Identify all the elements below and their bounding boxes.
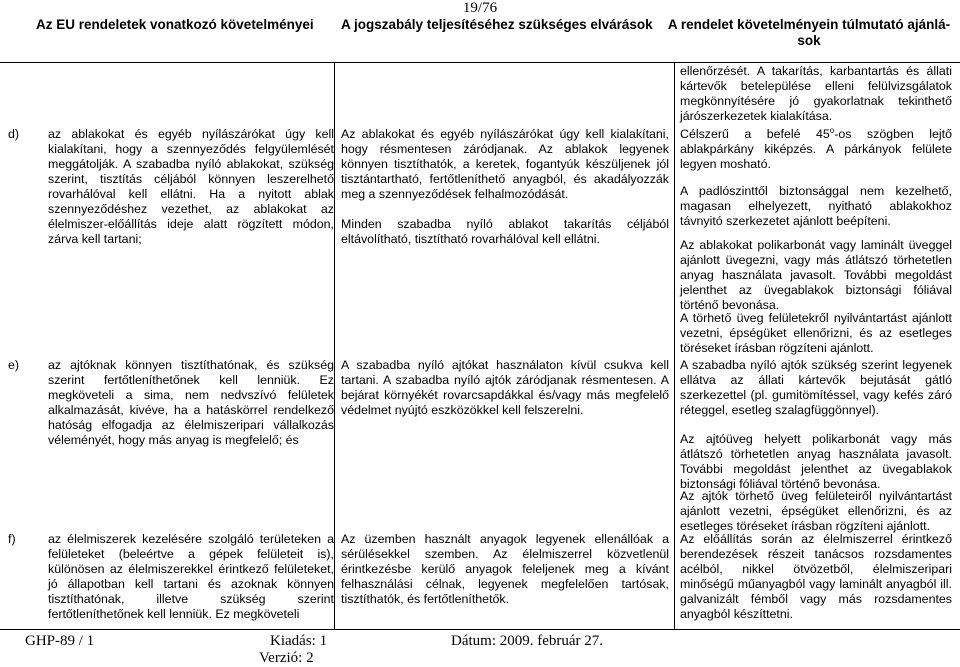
row-label-f: f) <box>8 532 16 546</box>
table-top-border <box>0 62 960 63</box>
rec-d-1: Célszerű a befelé 45$^o$-os szögben lejtő ablakpárkány kiképzés. A párkányok felülete legyen mosható. <box>680 125 952 171</box>
rec-continuation: ellenőrzését. A takarítás, karbantartás és állati kártevők betelepülése elleni felülvizsgálatok megkönnyítésére jó gyakorlatnak tekinthető járószerkezetek kialakítása. <box>680 64 952 123</box>
page-number: 19/76 <box>462 0 498 16</box>
header-recommendations: A rendelet követelményein túlmutató ajánlá-sok <box>667 17 951 48</box>
header-expectations: A jogszabály teljesítéséhez szükséges elvárások <box>341 17 653 32</box>
rec-e-1: A szabadba nyíló ajtók szükség szerint legyenek ellátva az állati kártevők bejutását gátló szerkezettel (pl. gumitömítéssel, vagy kefés záró réteggel, esetleg szalagfüggönnyel). <box>680 358 952 417</box>
expectation-d-1: Az ablakokat és egyéb nyílászárókat úgy kell kialakítani, hogy résmentesen záródjanak. Az ablakok legyenek könnyen tisztíthatók, a keretek, fogantyúk készüljenek jól tisztántartható, fertőtleníthető anyagból, és akadályozzák meg a szennyeződések felhalmozódását. <box>341 127 669 201</box>
requirement-d: az ablakokat és egyéb nyílászárókat úgy kell kialakítani, hogy a szennyeződés felgyülemlését meggátolják. A szabadba nyíló ablakokat, szükség szerint, tisztítás céljából könnyen leszerelhető rovarhálóval kell ellátni. Ha a nyitott ablak szennyeződéshez vezethet, az ablakokat az élelmiszer-előállítás ideje alatt rögzített módon, zárva kell tartani; <box>48 127 334 246</box>
column-divider-1 <box>334 62 335 629</box>
table-bottom-border <box>0 629 960 630</box>
footer-datum: Dátum: 2009. február 27. <box>451 633 604 649</box>
rec-f-1: Az előállítás során az élelmiszerrel érintkező berendezések részeit tanácsos rozsdamentes acélból, nikkel ötvözetből, élelmiszeripari minőségű műanyagból vagy laminált anyagból ill. galvanizált fémből vagy más rozsdamentes anyagból készíttetni. <box>680 532 952 621</box>
requirement-f: az élelmiszerek kezelésére szolgáló területeken a felületeket (beleértve a gépek felületeit is), különösen az élelmiszerekkel érintkező felületeket, jó állapotban kell tartani és azoknak könnyen tisztíthatónak, illetve szükség szerint fertőtleníthetőnek kell lenniük. Ez megköveteli <box>48 532 334 621</box>
expectation-f-1: Az üzemben használt anyagok legyenek ellenállóak a sérülésekkel szemben. Az élelmiszerrel közvetlenül érintkezésbe kerülő anyagok feleljenek meg a kívánt felhasználási célnak, legyenek megfelelően tartósak, tisztíthatók, és fertőtleníthetők. <box>341 532 669 606</box>
rec-d-4: A törhető üveg felületekről nyilvántartást ajánlott vezetni, épségüket ellenőrizni, és az esetleges töréseket írásban rögzíteni ajánlott. <box>680 311 952 355</box>
rec-d-2: A padlószinttől biztonsággal nem kezelhető, magasan elhelyezett, nyitható ablakokhoz távnyitó szerkezetet ajánlott beépíteni. <box>680 184 952 228</box>
rec-e-3: Az ajtók törhető üveg felületeiről nyilvántartást ajánlott vezetni, épségüket ellenőrizni, és az esetleges töréseket írásban rögzíteni ajánlott. <box>680 489 952 533</box>
column-divider-2 <box>674 62 675 629</box>
row-label-e: e) <box>8 358 20 372</box>
expectation-e-1: A szabadba nyíló ajtókat használaton kívül csukva kell tartani. A szabadba nyíló ajtók záródjanak résmentesen. A bejárat környékét rovarcsapdákkal és/vagy más megfelelő védelmet nyújtó eszközökkel kell felszerelni. <box>341 358 669 417</box>
rec-e-2: Az ajtóüveg helyett polikarbonát vagy más átlátszó törhetetlen anyag használata javasolt. További megoldást jelenthet az üvegablakok biztonsági fóliával történő bevonása. <box>680 432 952 491</box>
header-eu-requirements: Az EU rendeletek vonatkozó követelményei <box>36 17 314 32</box>
footer-doc-id: GHP-89 / 1 <box>25 633 95 649</box>
footer-kiadas: Kiadás: 1 <box>270 633 328 649</box>
row-label-d: d) <box>8 127 20 141</box>
expectation-d-2: Minden szabadba nyíló ablakot takarítás céljából eltávolítható, tisztítható rovarhálóval kell ellátni. <box>341 217 669 246</box>
footer-verzio: Verzió: 2 <box>259 650 314 666</box>
requirement-e: az ajtóknak könnyen tisztíthatónak, és szükség szerint fertőtleníthetőnek kell lenniük. Ez megköveteli a sima, nem nedvszívó felületek alkalmazását, kivéve, ha a hatáskörrel rendelkező hatóság elfogadja az élelmiszeripari vállalkozás véleményét, hogy más anyag is megfelelő; és <box>48 358 334 447</box>
rec-d-3: Az ablakokat polikarbonát vagy laminált üveggel ajánlott üvegezni, vagy más átlátszó törhetetlen anyag használata javasolt. További megoldást jelenthet az üvegablakok biztonsági fóliával történő bevonása. <box>680 238 952 312</box>
